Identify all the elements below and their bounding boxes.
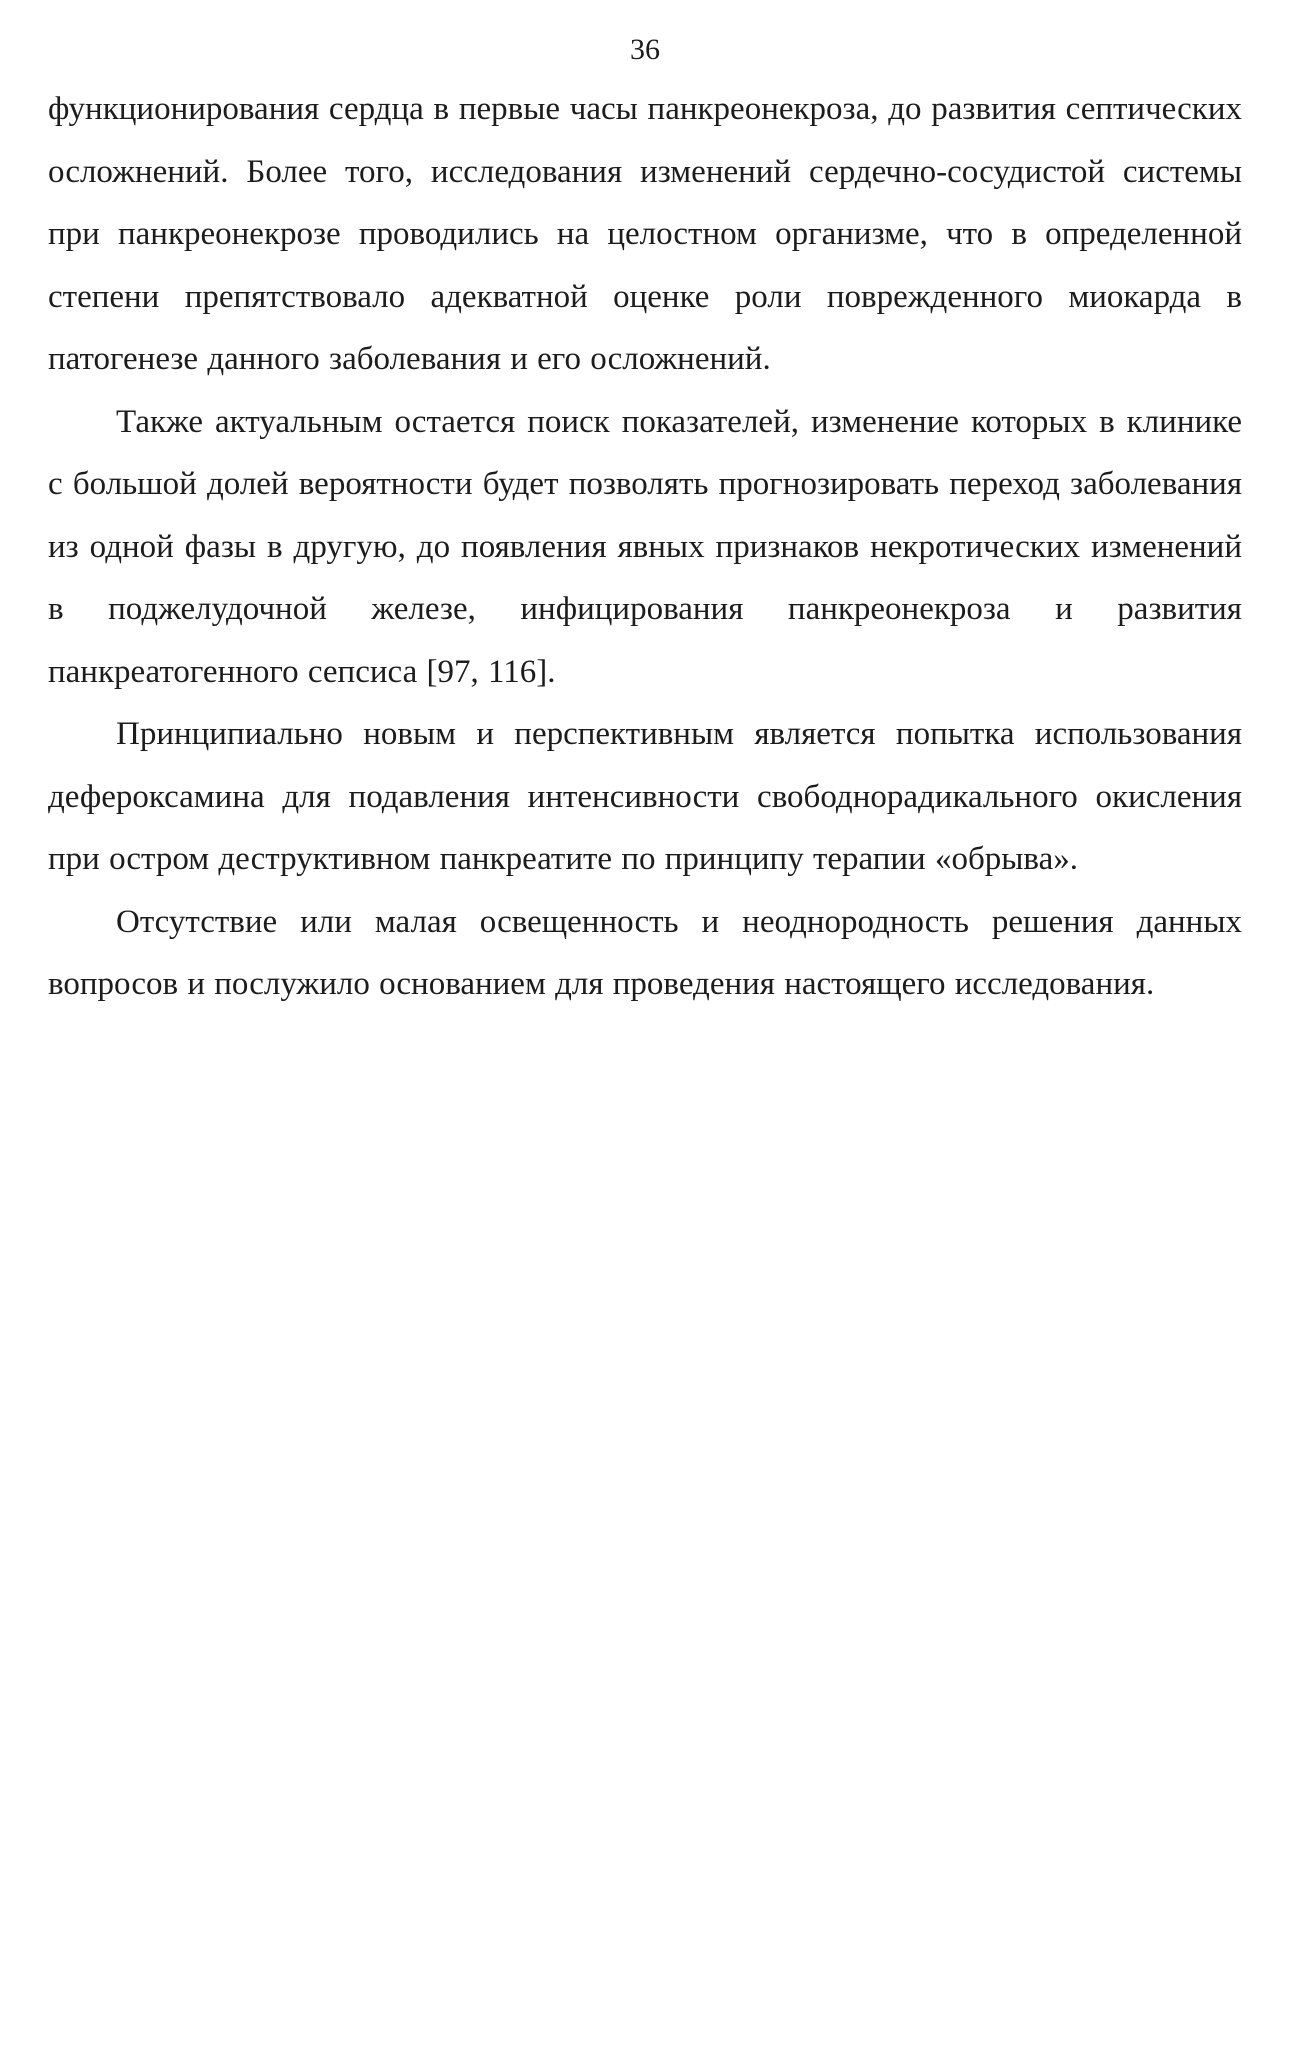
paragraph-search-indicators: Также актуальным остается поиск показателей, изменение которых в клинике с большой долей вероятности будет позволять прогнозировать переход заболевания из одной фазы в другую, до появления явных признаков некротических изменений в поджелудочной железе, инфицирования панкреонекроза и развития панкреатогенного сепсиса [97, 116]. (48, 403, 1242, 690)
paragraph-deferoxamine: Принципиально новым и перспективным является попытка использования дефероксамина для подавления интенсивности свободнорадикального окисления при остром деструктивном панкреатите по принципу терапии «обрыва». (48, 716, 1242, 877)
page-number: 36 (630, 33, 660, 66)
body-text (48, 78, 1242, 1016)
paragraph-continuation: функционирования сердца в первые часы панкреонекроза, до развития септических осложнений. Более того, исследования изменений сердечно-сосудистой системы при панкреонекрозе проводились на целостном организме, что в определенной степени препятствовало адекватной оценке роли поврежденного миокарда в патогенезе данного заболевания и его осложнений. (48, 91, 1242, 377)
paragraph-conclusion: Отсутствие или малая освещенность и неоднородность решения данных вопросов и послужило основанием для проведения настоящего исследования. (48, 903, 1242, 1002)
